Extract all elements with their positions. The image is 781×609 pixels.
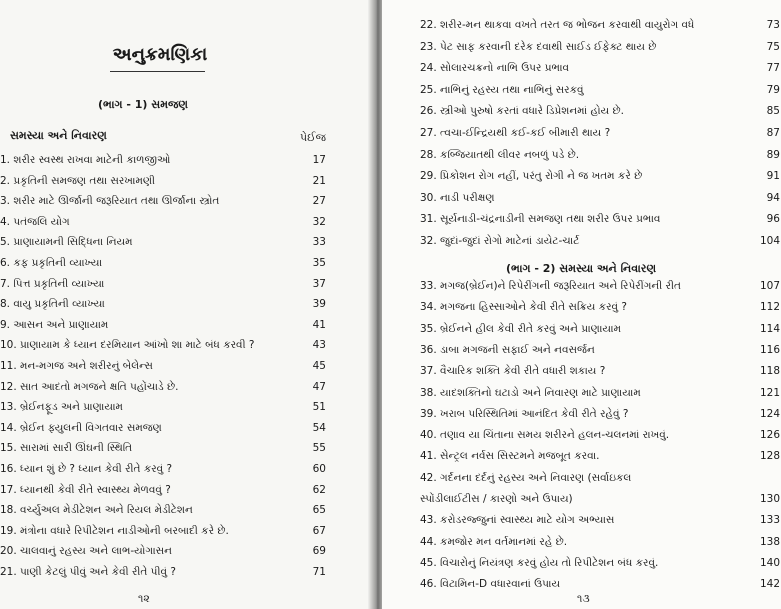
toc-entry [420, 490, 780, 508]
toc-entry [0, 254, 326, 272]
toc-entry-title: 28. કબ્જિયાતથી લીવર નબળું પડે છે. [420, 148, 580, 161]
toc-entry-page: 77 [766, 62, 780, 75]
toc-entry [0, 172, 326, 190]
toc-entry-page: 89 [766, 148, 780, 161]
toc-entry [420, 210, 780, 228]
toc-entry [0, 233, 326, 251]
toc-entry-title: 4. પતંજલિ યોગ [0, 215, 70, 228]
toc-entry [420, 81, 780, 99]
toc-entry-page: 94 [766, 191, 780, 204]
toc-entry-title: 9. આસન અને પ્રાણાયામ [0, 318, 109, 331]
index-title: અનુક્રમણિકા [112, 44, 208, 65]
toc-entry [0, 563, 326, 581]
toc-entry-page: 51 [312, 401, 326, 414]
toc-entry-title: 33. મગજ(બ્રેઈન)ને રિપેરીંગની જરૂરિયાત અને રિપેરીંગની રીત [420, 280, 681, 292]
toc-entry-title: 16. ધ્યાન શું છે ? ધ્યાન કેવી રીતે કરવું ? [0, 463, 173, 475]
toc-entry-title: 44. કમજોર મન વર્તમાનમાં રહે છે. [420, 535, 568, 548]
toc-entry-title: 25. નાભિનું રહસ્ય તથા નાભિનું સરકવું [420, 83, 584, 96]
section-heading: સમસ્યા અને નિવારણ [10, 129, 107, 142]
toc-entry-page: 17 [312, 154, 326, 166]
toc-entry-page: 43 [312, 339, 326, 352]
toc-entry-page: 55 [312, 442, 326, 455]
toc-entry [420, 277, 780, 295]
toc-entry [420, 575, 780, 593]
toc-entry-page: 107 [759, 280, 780, 292]
toc-entry [0, 481, 326, 499]
toc-entry-page: 41 [312, 318, 326, 331]
toc-entry-page: 67 [312, 524, 326, 537]
toc-entry [420, 511, 780, 529]
toc-entry [420, 16, 780, 34]
toc-entry-page: 73 [766, 19, 780, 31]
toc-entry-title: 24. સોલારચક્રનો નાભિ ઉપર પ્રભાવ [420, 62, 570, 75]
toc-entry [420, 102, 780, 120]
right-page [382, 0, 781, 609]
toc-entry-title: 39. ખરાબ પરિસ્થિતિમાં આનંદિત કેવી રીતે રહેવું ? [420, 407, 629, 420]
toc-entry-title: 17. ધ્યાનથી કેવી રીતે સ્વાસ્થ્ય મેળવવું ? [0, 483, 171, 496]
right-page-number: ૧૩ [577, 592, 590, 605]
toc-entry-page: 62 [312, 483, 326, 496]
toc-entry-page: 133 [759, 514, 780, 527]
toc-entry-page: 91 [766, 170, 780, 183]
toc-entry [0, 336, 326, 354]
toc-entry-page: 75 [766, 40, 780, 53]
toc-entry [420, 320, 780, 338]
toc-entry-title: 15. સારામાં સારી ઊંઘની સ્થિતિ [0, 442, 133, 455]
toc-entry-title: 12. સાત આદતો મગજને ક્ષતિ પહોંચાડે છે. [0, 380, 179, 393]
toc-entry-page: 142 [759, 578, 780, 591]
toc-entry [0, 357, 326, 375]
toc-entry-page: 87 [766, 127, 780, 139]
toc-entry-title: 6. કફ પ્રકૃતિની વ્યાખ્યા [0, 257, 103, 269]
toc-entry [0, 213, 326, 231]
toc-entry [0, 275, 326, 293]
toc-entry-page: 33 [312, 236, 326, 249]
toc-entry-title: 32. જુદાં-જુદાં રોગો માટેનાં ડાયેટ-ચાર્ટ [420, 235, 580, 247]
toc-entry-title: 35. બ્રેઈનને હીલ કેવી રીતે કરવું અને પ્રાણાયામ [420, 322, 621, 335]
toc-entry-title: 5. પ્રાણાયામની સિદ્ધિના નિયમ [0, 236, 133, 249]
toc-entry-title: 18. વર્ચ્યુઅલ મેડીટેશન અને રિયલ મેડીટેશન [0, 504, 193, 517]
toc-entry [420, 298, 780, 316]
toc-entry [420, 554, 780, 572]
toc-entry-page: 126 [759, 429, 780, 442]
toc-entry-title: 23. પેટ સાફ કરવાની દરેક દવાથી સાઈડ ઈફેક્ટ થાય છે [420, 40, 657, 53]
toc-entry [420, 167, 780, 185]
toc-entry [0, 460, 326, 478]
toc-entry [420, 189, 780, 207]
toc-entry [0, 192, 326, 210]
toc-entry [420, 146, 780, 164]
toc-entry-page: 65 [312, 504, 326, 517]
toc-entry-page: 39 [312, 298, 326, 311]
toc-entry-page: 37 [312, 277, 326, 290]
toc-entry [0, 378, 326, 396]
toc-entry-page: 130 [759, 493, 780, 505]
toc-entry-title: 21. પાણી કેટલું પીવું અને કેવી રીતે પીવું ? [0, 566, 176, 578]
toc-entry-title: 22. શરીર-મન થાકવા વખતે તરત જ ભોજન કરવાથી વાયુરોગ વધે [420, 19, 695, 31]
toc-entry-title: 40. તણાવ યા ચિંતાના સમય શરીરને હલન-ચલનમાં રાખવું. [420, 429, 670, 442]
toc-entry-title: 46. વિટામિન-D વધારવાનાં ઉપાય [420, 578, 561, 591]
toc-entry-page: 116 [759, 343, 780, 356]
toc-entry-title: 30. નાડી પરીક્ષણ [420, 191, 495, 204]
toc-entry [0, 398, 326, 416]
toc-entry [420, 362, 780, 380]
toc-entry-title: 38. યાદશક્તિનો ઘટાડો અને નિવારણ માટે પ્રાણાયામ [420, 386, 641, 399]
toc-entry-title: 29. પ્રિકોશન રોગ નહીં, પરંતુ રોગી ને જ ખતમ કરે છે [420, 170, 643, 183]
toc-entry-title: 7. પિત્ત પ્રકૃતિની વ્યાખ્યા [0, 277, 105, 290]
left-page [0, 0, 372, 609]
toc-entry-page: 138 [759, 535, 780, 548]
toc-entry-page: 21 [312, 174, 326, 187]
toc-entry-title: 14. બ્રેઈન ફ્યુલની વિગતવાર સમજણ [0, 421, 162, 434]
toc-entry-title: 1. શરીર સ્વસ્થ રાખવા માટેની કાળજીઓ [0, 154, 171, 166]
toc-entry-page: 124 [759, 407, 780, 420]
toc-entry [420, 232, 780, 250]
toc-entry-title: 10. પ્રાણાયામ કે ધ્યાન દરમિયાન આંખો શા માટે બંધ કરવી ? [0, 339, 255, 352]
toc-entry-page: 79 [766, 83, 780, 96]
toc-entry-title: 20. ચાલવાનું રહસ્ય અને લાભ-યોગાસન [0, 545, 172, 558]
toc-entry-page: 114 [759, 322, 780, 335]
toc-entry [0, 542, 326, 560]
toc-entry-title: 3. શરીર માટે ઊર્જાની જરૂરિયાત તથા ઊર્જાના સ્ત્રોત [0, 195, 220, 208]
toc-entry [420, 469, 780, 487]
toc-entry-title: 8. વાયુ પ્રકૃતિની વ્યાખ્યા [0, 298, 105, 311]
toc-entry-page: 121 [759, 386, 780, 399]
toc-entry [0, 501, 326, 519]
toc-entry-title: 31. સૂર્યનાડી-ચંદ્રનાડીની સમજણ તથા શરીર ઉપર પ્રભાવ [420, 213, 661, 226]
toc-entry-title: 43. કરોડરજ્જુનાં સ્વાસ્થ્ય માટે યોગ અભ્યાસ [420, 514, 615, 527]
toc-entry-title: 37. વૈચારિક શક્તિ કેવી રીતે વધારી શકાય ? [420, 365, 606, 378]
toc-entry [420, 533, 780, 551]
toc-entry-page: 71 [312, 566, 326, 578]
toc-entry [420, 426, 780, 444]
toc-entry-page: 112 [759, 301, 780, 314]
toc-entry-page: 27 [312, 195, 326, 208]
toc-entry-page: 60 [312, 463, 326, 475]
toc-entry-title: 45. વિચારોનું નિયંત્રણ કરવું હોય તો રિપીટેશન બંધ કરવું. [420, 556, 659, 569]
toc-entry [420, 59, 780, 77]
toc-entry-page: 96 [766, 213, 780, 226]
toc-entry-title: 27. ત્વચા-ઈન્દ્રિયથી કઈ-કઈ બીમારી થાય ? [420, 127, 611, 139]
toc-entry-title: 26. સ્ત્રીઓ પુરુષો કરતાં વધારે ડિપ્રેશનમાં હોય છે. [420, 105, 624, 118]
left-page-number: ૧૨ [138, 592, 150, 605]
toc-entry-page: 45 [312, 360, 326, 372]
toc-entry-title: સ્પોંડીલાઈટીસ / કારણો અને ઉપાય) [420, 493, 573, 505]
toc-entry [420, 341, 780, 359]
toc-entry-title: 2. પ્રકૃતિની સમજણ તથા સરખામણી [0, 174, 156, 187]
toc-entry-page: 118 [759, 365, 780, 378]
toc-entry [0, 151, 326, 169]
toc-entry-page: 140 [759, 556, 780, 569]
toc-entry-page: 69 [312, 545, 326, 558]
toc-entry-title: 36. ડાબા મગજની સફાઈ અને નવસર્જન [420, 343, 595, 356]
page-column-heading: પેઈજ [300, 131, 327, 144]
title-underline [110, 71, 205, 72]
toc-entry [0, 295, 326, 313]
toc-entry-page: 85 [766, 105, 780, 118]
toc-entry-page: 128 [759, 450, 780, 463]
toc-entry-title: 34. મગજના હિસ્સાઓને કેવી રીતે સક્રિય કરવું ? [420, 301, 627, 314]
toc-entry-page: 32 [312, 215, 326, 228]
part1-heading: (ભાગ - 1) સમજણ [98, 98, 188, 111]
toc-entry-page: 35 [312, 257, 326, 269]
toc-entry-title: 41. સેન્ટ્રલ નર્વસ સિસ્ટમને મજબૂત કરવા. [420, 450, 600, 463]
toc-entry [420, 124, 780, 142]
toc-entry [0, 439, 326, 457]
toc-entry [420, 405, 780, 423]
toc-entry-page: 54 [312, 421, 326, 434]
toc-entry [420, 447, 780, 465]
toc-entry-title: 42. ગર્દનના દર્દનું રહસ્ય અને નિવારણ (સર્વાઇકલ [420, 471, 632, 484]
toc-entry [0, 316, 326, 334]
toc-entry-title: 19. મંત્રોના વધારે રિપીટેશન નાડીઓની બરબાદી કરે છે. [0, 524, 229, 537]
toc-entry-title: 13. બ્રેઈનફૂડ અને પ્રાણાયામ [0, 401, 123, 414]
toc-entry [420, 38, 780, 56]
part2-heading: (ભાગ - 2) સમસ્યા અને નિવારણ [506, 262, 657, 275]
toc-entry-page: 104 [759, 235, 780, 247]
toc-entry [0, 522, 326, 540]
toc-entry [420, 384, 780, 402]
toc-entry [0, 419, 326, 437]
toc-entry-page: 47 [312, 380, 326, 393]
toc-entry-title: 11. મન-મગજ અને શરીરનું બેલેન્સ [0, 360, 153, 372]
